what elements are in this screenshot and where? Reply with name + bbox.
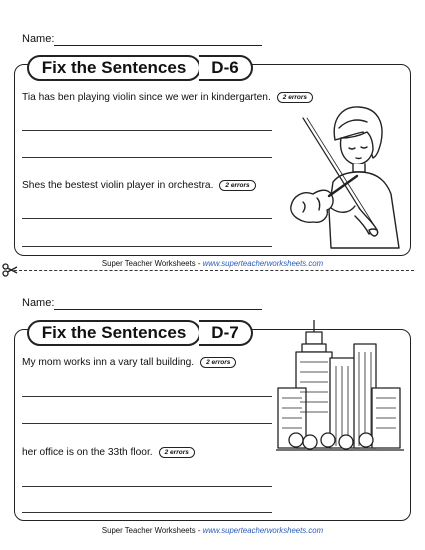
sentence-text: My mom works inn a vary tall building. <box>22 357 195 368</box>
sentence-bottom-1 <box>22 357 236 368</box>
footer-link[interactable]: www.superteacherworksheets.com <box>202 259 324 268</box>
answer-line[interactable] <box>22 423 272 424</box>
footer-bottom <box>0 526 425 535</box>
sentence-top-2 <box>22 180 256 191</box>
answer-line[interactable] <box>22 396 272 397</box>
code-bottom: D-7 <box>199 320 253 346</box>
footer-top <box>0 259 425 268</box>
name-label-bottom: Name: <box>22 297 55 309</box>
cut-line <box>14 270 414 271</box>
answer-line[interactable] <box>22 130 272 131</box>
error-badge: 2 errors <box>200 357 236 368</box>
answer-line[interactable] <box>22 512 272 513</box>
name-label-top: Name: <box>22 33 55 45</box>
answer-line[interactable] <box>22 486 272 487</box>
title-bottom: Fix the Sentences <box>27 320 201 346</box>
answer-line[interactable] <box>22 218 272 219</box>
name-field-bottom[interactable] <box>54 309 262 310</box>
name-field-top[interactable] <box>54 45 262 46</box>
error-badge: 2 errors <box>277 92 313 103</box>
violinist-icon <box>273 98 408 253</box>
sentence-top-1 <box>22 92 313 103</box>
footer-brand: Super Teacher Worksheets - <box>101 526 203 535</box>
sentence-text: Shes the bestest violin player in orchestra. <box>22 180 214 191</box>
error-badge: 2 errors <box>219 180 255 191</box>
sentence-text: her office is on the 33th floor. <box>22 447 153 458</box>
code-top: D-6 <box>199 55 253 81</box>
footer-link[interactable]: www.superteacherworksheets.com <box>202 526 324 535</box>
error-badge: 2 errors <box>159 447 195 458</box>
sentence-text: Tia has ben playing violin since we wer in kindergarten. <box>22 92 271 103</box>
title-top: Fix the Sentences <box>27 55 201 81</box>
answer-line[interactable] <box>22 246 272 247</box>
answer-line[interactable] <box>22 157 272 158</box>
sentence-bottom-2 <box>22 447 195 458</box>
footer-brand: Super Teacher Worksheets - <box>101 259 203 268</box>
city-icon <box>276 318 406 458</box>
